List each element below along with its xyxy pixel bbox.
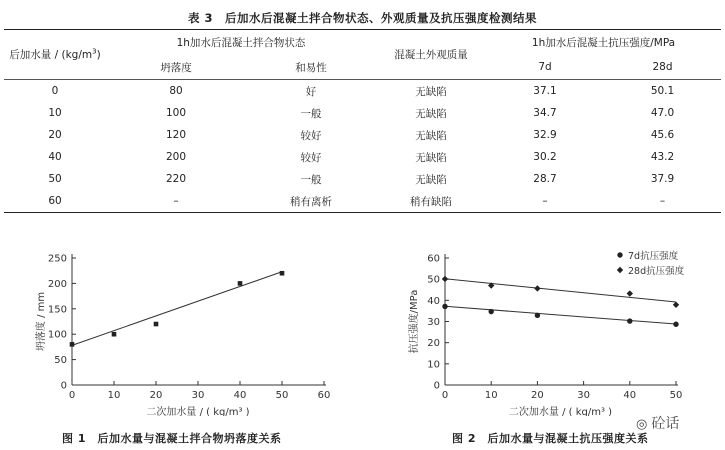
header-appearance: 混凝土外观质量 bbox=[376, 30, 486, 80]
table-title: 表 3 后加水后混凝土拌合物状态、外观质量及抗压强度检测结果 bbox=[187, 11, 537, 25]
header-strength: 1h加水后混凝土抗压强度/MPa bbox=[486, 30, 721, 56]
x-tick-label: 40 bbox=[623, 390, 637, 401]
y-tick-label: 0 bbox=[433, 380, 440, 392]
strength-point bbox=[627, 290, 633, 296]
figure-2 bbox=[390, 244, 710, 420]
header-slump: 坍落度 bbox=[106, 55, 246, 80]
slump-point bbox=[280, 271, 285, 276]
cell-slump: 80 bbox=[169, 85, 183, 97]
header-28d: 28d bbox=[604, 55, 721, 80]
cell-workability: 一般 bbox=[300, 107, 322, 120]
slump-point bbox=[112, 332, 117, 337]
strength-point bbox=[627, 318, 632, 323]
cell-7d: 34.7 bbox=[533, 107, 557, 119]
cell-workability: 一般 bbox=[300, 173, 322, 186]
x-tick-label: 50 bbox=[669, 390, 683, 401]
cell-water: 0 bbox=[51, 85, 59, 97]
table-row bbox=[4, 124, 721, 146]
y-tick-label: 50 bbox=[54, 355, 67, 367]
y-tick-label: 30 bbox=[427, 317, 440, 328]
cell-workability: 稍有离析 bbox=[246, 190, 376, 213]
x-tick-label: 20 bbox=[149, 390, 163, 401]
x-tick-label: 60 bbox=[317, 390, 331, 401]
legend-label: 7d抗压强度 bbox=[628, 251, 679, 262]
y-tick-label: 0 bbox=[60, 380, 67, 392]
table-row bbox=[4, 102, 721, 124]
cell-water: 50 bbox=[48, 173, 62, 185]
figure-2-caption: 图 2 后加水量与混凝土抗压强度关系 bbox=[452, 432, 649, 445]
slump-point bbox=[70, 342, 75, 347]
results-table bbox=[4, 29, 721, 213]
y-tick-label: 50 bbox=[427, 274, 440, 286]
y-tick-label: 150 bbox=[47, 304, 67, 316]
slump-chart bbox=[12, 244, 342, 416]
x-axis-label: 二次加水量 / ( kg/m³ ) bbox=[146, 407, 250, 416]
x-tick-label: 50 bbox=[275, 390, 289, 401]
y-tick-label: 100 bbox=[47, 329, 67, 341]
x-tick-label: 10 bbox=[484, 390, 498, 401]
cell-appearance: 无缺陷 bbox=[415, 129, 447, 142]
strength-point bbox=[535, 313, 540, 318]
figure-1-caption: 图 1 后加水量与混凝土拌合物坍落度关系 bbox=[62, 432, 282, 445]
cell-appearance: 无缺陷 bbox=[415, 151, 447, 164]
header-workability: 和易性 bbox=[246, 55, 376, 80]
cell-water: 20 bbox=[48, 129, 62, 141]
watermark-text: 砼话 bbox=[651, 416, 680, 432]
y-tick-label: 10 bbox=[427, 359, 440, 371]
legend-marker bbox=[617, 267, 623, 273]
y-tick-label: 20 bbox=[427, 338, 440, 350]
x-tick-label: 40 bbox=[233, 390, 247, 401]
y-axis-label: 坍落度 / mm bbox=[36, 291, 47, 352]
cell-28d: 45.6 bbox=[650, 129, 675, 141]
strength-point bbox=[489, 309, 494, 314]
table-row bbox=[4, 80, 721, 103]
strength-point bbox=[442, 304, 447, 309]
cell-28d: – bbox=[604, 190, 721, 213]
slump-trendline bbox=[72, 272, 282, 346]
cell-slump: – bbox=[106, 190, 246, 213]
header-7d: 7d bbox=[486, 55, 604, 80]
cell-water: 60 bbox=[4, 190, 106, 213]
legend-label: 28d抗压强度 bbox=[628, 266, 685, 277]
y-tick-label: 250 bbox=[47, 253, 67, 265]
x-tick-label: 0 bbox=[441, 390, 449, 401]
cell-slump: 120 bbox=[165, 129, 187, 141]
cell-appearance: 稍有缺陷 bbox=[376, 190, 486, 213]
wechat-icon: ◎ bbox=[636, 417, 648, 432]
cell-28d: 50.1 bbox=[650, 85, 675, 97]
y-tick-label: 200 bbox=[47, 278, 67, 290]
x-tick-label: 30 bbox=[577, 390, 590, 401]
slump-point bbox=[238, 281, 243, 286]
cell-water: 40 bbox=[48, 151, 62, 163]
cell-workability: 较好 bbox=[300, 151, 322, 164]
cell-appearance: 无缺陷 bbox=[415, 85, 447, 98]
cell-7d: 32.9 bbox=[533, 129, 557, 141]
cell-28d: 37.9 bbox=[650, 173, 675, 185]
slump-point bbox=[154, 322, 159, 327]
strength-trendline bbox=[445, 306, 676, 324]
figure-1 bbox=[12, 244, 342, 420]
x-tick-label: 30 bbox=[191, 390, 205, 401]
strength-chart bbox=[390, 244, 710, 416]
cell-appearance: 无缺陷 bbox=[415, 107, 447, 120]
strength-point bbox=[534, 285, 540, 291]
cell-7d: 28.7 bbox=[533, 173, 557, 185]
cell-28d: 43.2 bbox=[650, 151, 675, 163]
table-row bbox=[4, 168, 721, 190]
table-row bbox=[4, 146, 721, 168]
cell-7d: – bbox=[486, 190, 604, 213]
header-water-amount: 后加水量 / $(kg/m^3)$ bbox=[4, 30, 106, 80]
cell-water: 10 bbox=[48, 107, 62, 119]
y-axis-label: 抗压强度/MPa bbox=[409, 289, 420, 354]
cell-7d: 37.1 bbox=[533, 85, 557, 97]
strength-point bbox=[673, 302, 679, 308]
x-axis-label: 二次加水量 / ( kg/m³ ) bbox=[508, 407, 613, 416]
strength-point bbox=[442, 276, 448, 282]
legend-marker bbox=[617, 252, 622, 257]
y-tick-label: 40 bbox=[427, 295, 440, 307]
strength-trendline bbox=[445, 279, 676, 302]
watermark bbox=[636, 413, 679, 433]
cell-28d: 47.0 bbox=[650, 107, 675, 119]
cell-workability: 好 bbox=[305, 85, 317, 98]
cell-appearance: 无缺陷 bbox=[415, 173, 447, 186]
cell-slump: 200 bbox=[165, 151, 187, 163]
strength-point bbox=[673, 322, 678, 327]
cell-slump: 220 bbox=[165, 173, 187, 185]
cell-7d: 30.2 bbox=[533, 151, 557, 163]
cell-slump: 100 bbox=[165, 107, 187, 119]
cell-workability: 较好 bbox=[300, 129, 322, 142]
x-tick-label: 0 bbox=[68, 390, 76, 401]
y-tick-label: 60 bbox=[427, 253, 440, 265]
x-tick-label: 10 bbox=[107, 390, 121, 401]
x-tick-label: 20 bbox=[531, 390, 544, 401]
header-mix-state: 1h加水后混凝土拌合物状态 bbox=[106, 30, 376, 56]
table-row bbox=[4, 190, 721, 213]
